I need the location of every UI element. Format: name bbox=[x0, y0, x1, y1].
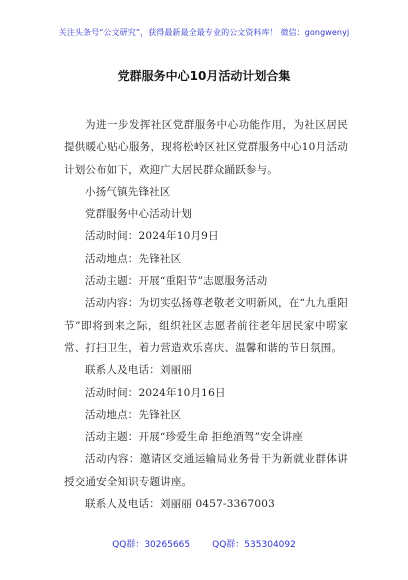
activity2-content: 活动内容：邀请区交通运输局业务骨干为新就业群体讲授交通安全知识专题讲座。 bbox=[64, 453, 348, 488]
activity2-theme: 活动主题：开展“珍爱生命 拒绝酒驾”安全讲座 bbox=[85, 431, 303, 444]
promo-banner: 关注头条号“公文研究”，获得最新最全最专业的公文资料库！ 微信：gongwenyj bbox=[58, 28, 350, 37]
intro-paragraph: 为进一步发挥社区党群服务中心功能作用，为社区居民提供暖心贴心服务，现将松岭区社区党群服务中心10月活动计划公布如下，欢迎广大居民群众踊跃参与。 bbox=[64, 119, 348, 176]
activity2-time: 活动时间：2024年10月16日 bbox=[85, 386, 226, 399]
plan-heading: 党群服务中心活动计划 bbox=[85, 208, 192, 221]
activity1-time: 活动时间：2024年10月9日 bbox=[85, 230, 219, 243]
qq-footer bbox=[0, 537, 408, 550]
community-name: 小扬气镇先锋社区 bbox=[85, 185, 171, 198]
activity1-theme: 活动主题：开展“重阳节”志愿服务活动 bbox=[85, 275, 268, 288]
document-title: 党群服务中心10月活动计划合集 bbox=[117, 69, 291, 83]
qq-group-1: QQ群：30265665 bbox=[112, 540, 191, 550]
activity1-location: 活动地点：先锋社区 bbox=[85, 252, 182, 265]
activity1-content: 活动内容：为切实弘扬尊老敬老文明新风，在“九九重阳节”即将到来之际，组织社区志愿者前往老年居民家中唠家常、打扫卫生，着力营造欢乐喜庆、温馨和谐的节日氛围。 bbox=[64, 297, 348, 354]
activity2-contact: 联系人及电话：刘丽丽 0457-3367003 bbox=[85, 498, 275, 511]
qq-group-2: QQ群：535304092 bbox=[212, 540, 296, 550]
document-body bbox=[64, 114, 348, 515]
activity2-location: 活动地点：先锋社区 bbox=[85, 408, 182, 421]
activity1-contact: 联系人及电话：刘丽丽 bbox=[85, 364, 192, 377]
